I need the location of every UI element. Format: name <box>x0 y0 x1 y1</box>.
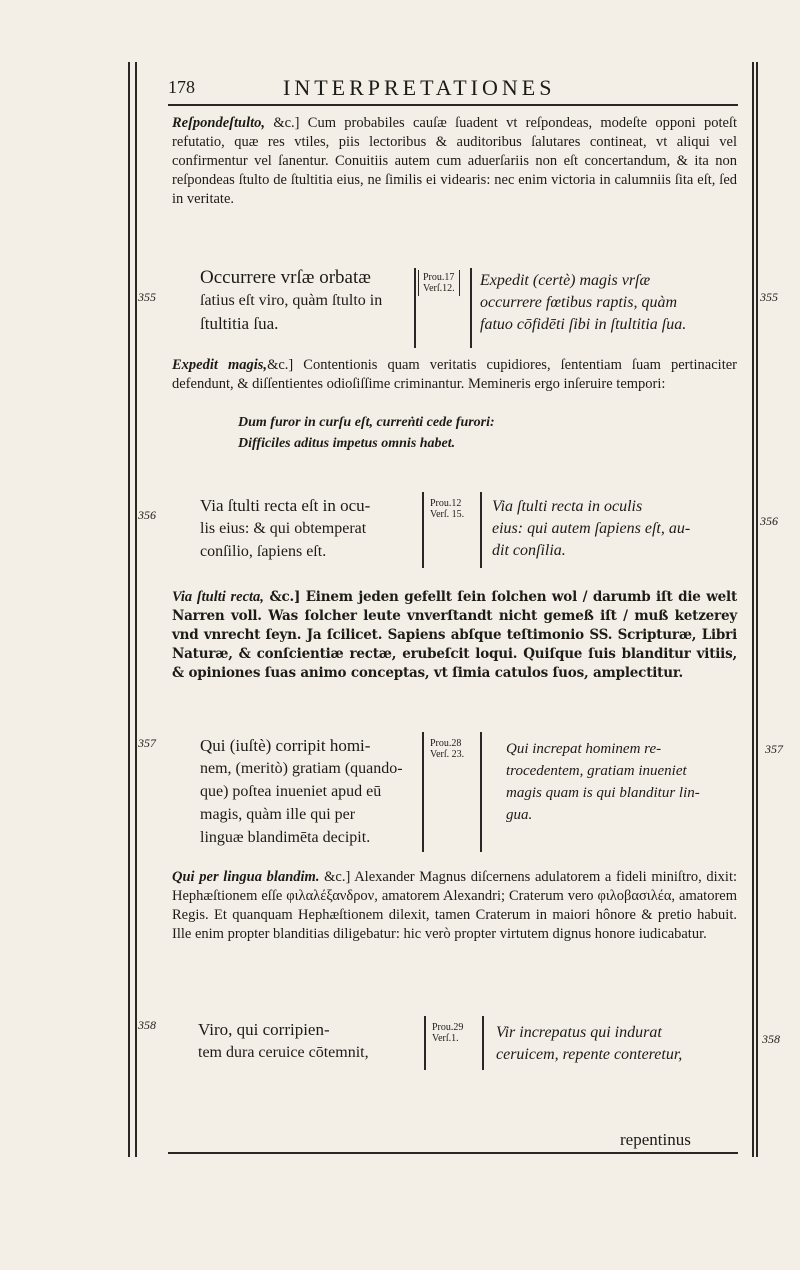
column-rule <box>422 732 424 852</box>
column-rule <box>470 268 472 348</box>
reference-line: Prou.28 <box>430 738 462 749</box>
verse-line: conſilio, ſapiens eſt. <box>200 543 327 560</box>
catchword: repentinus <box>620 1130 691 1149</box>
verse-line: nem, (meritò) gratiam (quando- <box>200 760 403 777</box>
verse-line: eius: qui autem ſapiens eſt, au- <box>492 520 691 537</box>
commentary-paragraph <box>172 868 737 944</box>
verse-line: Via ſtulti recta in oculis <box>492 498 643 515</box>
margin-number-left: 357 <box>138 736 156 750</box>
bottom-rule <box>168 1152 738 1154</box>
verse-line: linguæ blandimēta decipit. <box>200 829 371 846</box>
verse-line: magis, quàm ille qui per <box>200 806 356 823</box>
verse-reference <box>426 496 468 522</box>
verse-line: lis eius: & qui obtemperat <box>200 520 367 537</box>
paragraph-lead: Reſpondeſtulto, <box>172 115 274 131</box>
column-rule <box>414 268 416 348</box>
column-rule <box>422 492 424 568</box>
verse-line: Occurrere vrſæ orbatæ <box>200 267 371 288</box>
margin-number-right: 357 <box>765 742 783 756</box>
reference-line: Verſ.12. <box>423 283 455 294</box>
reference-line: Prou.29 <box>432 1022 464 1033</box>
page-number: 178 <box>168 77 195 97</box>
verse-latin-right <box>506 738 742 826</box>
verse-line: ſatius eſt viro, quàm ſtulto in <box>200 292 383 309</box>
column-rule <box>424 1016 426 1070</box>
commentary-paragraph <box>172 356 737 394</box>
proverb-line: Difficiles aditus impetus omnis habet. <box>238 436 456 451</box>
verse-reference <box>418 270 460 296</box>
verse-line: tem dura ceruice cōtemnit, <box>198 1044 369 1061</box>
verse-line: dit conſilia. <box>492 542 566 559</box>
margin-number-right: 355 <box>760 290 778 304</box>
verse-line: Via ſtulti recta eſt in ocu- <box>200 496 371 515</box>
verse-line: fatuo cōfidēti ſibi in ſtultitia ſua. <box>480 316 687 333</box>
page-header <box>168 73 738 103</box>
column-rule <box>482 1016 484 1070</box>
verse-line: ſtultitia ſua. <box>200 314 279 333</box>
commentary-paragraph <box>172 588 737 683</box>
verse-line: que) poſtea inueniet apud eū <box>200 783 382 800</box>
verse-line: occurrere fœtibus raptis, quàm <box>480 294 678 311</box>
reference-line: Verſ. 23. <box>430 749 465 760</box>
verse-reference <box>428 1020 467 1046</box>
verse-line: magis quam is qui blanditur lin- <box>506 785 700 801</box>
paragraph-lead: Via ſtulti recta, <box>172 589 264 605</box>
verse-line: Vir increpatus qui indurat <box>496 1024 662 1041</box>
verse-line: Expedit (certè) magis vrſæ <box>480 272 651 289</box>
verse-latin-right <box>480 270 745 336</box>
column-rule <box>480 732 482 852</box>
verse-latin-right <box>496 1022 746 1066</box>
margin-number-left: 356 <box>138 508 156 522</box>
verse-line: Qui increpat hominem re- <box>506 741 662 757</box>
paragraph-text: &c.] Contentionis quam veritatis cupidiores, ſententiam ſuam pertinaciter defendunt, & diſſentientes odioſiſſime criminantur. Memineris ergo inſeruire tempori: <box>172 357 737 392</box>
verse-latin-right <box>492 496 742 562</box>
verse-latin-left <box>200 734 425 849</box>
verse-latin-left <box>200 494 415 563</box>
paragraph-lead: Qui per lingua blandim. <box>172 869 320 885</box>
verse-line: ceruicem, repente conteretur, <box>496 1046 683 1063</box>
reference-line: Prou.12 <box>430 498 462 509</box>
outer-rule-left <box>128 62 130 1157</box>
verse-line: Viro, qui corripien- <box>198 1020 330 1039</box>
running-title: INTERPRETATIONES <box>283 75 556 100</box>
paragraph-text: &c.] Alexander Magnus diſcernens adulatorem a fideli miniſtro, dixit: Hephæſtionem eſſe φιλαλέξανδρον, amatorem Alexandri; Craterum vero φιλοβασιλέα, amatorem Regis. Et quanquam Hephæſtionem dilexit, tamen Craterum in maiori hônore & pretio habuit. Ille enim propter blanditias diligebatur: hic verò propter virtutem dignus honore iudicabatur. <box>172 869 738 942</box>
reference-line: Prou.17 <box>423 272 455 283</box>
column-rule <box>480 492 482 568</box>
verse-reference <box>426 736 468 762</box>
margin-number-left: 355 <box>138 290 156 304</box>
header-rule <box>168 104 738 106</box>
verse-latin-left <box>200 266 415 335</box>
margin-number-left: 358 <box>138 1018 156 1032</box>
paragraph-lead: Expedit magis, <box>172 357 268 373</box>
verse-line: gua. <box>506 807 533 823</box>
verse-latin-left <box>198 1018 423 1064</box>
verse-line: Qui (iuſtè) corripit homi- <box>200 736 371 755</box>
paragraph-text: &c.] Cum probabiles cauſæ ſuadent vt reſpondeas, modeſte opponi poteſt refutatio, quæ res vtiles, piis lectoribus & auditoribus ſalutares contineat, vt aliqui vel confirmentur vel ſanentur. Conuitiis autem cum aduerſariis non eſt concertandum, & ita non reſpondeas ſtulto de ſtultitia eius, ne ſimilis ei videaris: nec enim victoria in calumniis ſita eſt, ſed in veritate. <box>172 115 737 207</box>
outer-rule-right <box>756 62 758 1157</box>
margin-number-right: 356 <box>760 514 778 528</box>
margin-number-right: 358 <box>762 1032 780 1046</box>
reference-line: Verſ. 15. <box>430 509 465 520</box>
proverb-couplet <box>238 412 495 454</box>
proverb-line: Dum furor in curſu eſt, curreṅti cede furori: <box>238 415 495 430</box>
reference-line: Verſ.1. <box>432 1033 459 1044</box>
verse-line: trocedentem, gratiam inueniet <box>506 763 687 779</box>
commentary-paragraph <box>172 114 737 209</box>
paragraph-text: &c.] Einem jeden gefellt ſein ſolchen wol / darumb iſt die welt Narren voll. Was ſolcher leute vnverſtandt nicht gemeß iſt / muß ketzerey vnd vnrecht ſeyn. Ja ſcilicet. Sapiens abſque teſtimonio SS. Scripturæ, Libri Naturæ, & conſcientiæ rectæ, erubeſcit loqui. Quiſque ſuis blanditur vitiis, & opiniones ſuas animo conceptas, vt ſimia catulos ſuos, amplectitur. <box>172 589 738 681</box>
